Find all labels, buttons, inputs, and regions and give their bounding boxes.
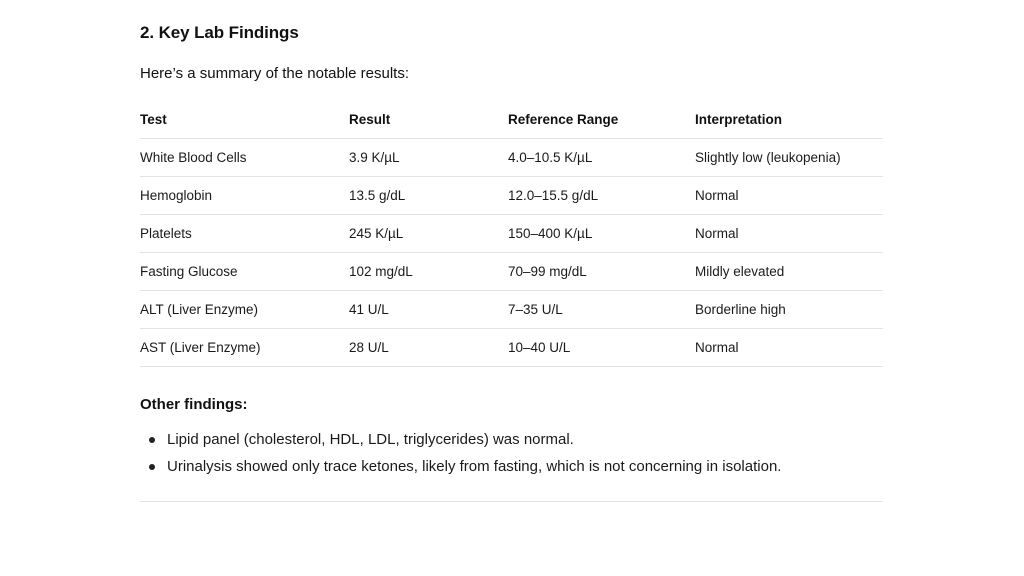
lab-results-table [140, 101, 883, 367]
intro-text: Here’s a summary of the notable results: [140, 65, 410, 82]
test-interpretation: Mildly elevated [695, 264, 785, 279]
other-findings-title: Other findings: [140, 396, 248, 413]
list-item-text: Lipid panel (cholesterol, HDL, LDL, triglycerides) was normal. [167, 431, 574, 448]
test-result: 3.9 K/µL [349, 150, 400, 165]
test-result: 13.5 g/dL [349, 188, 406, 203]
bullet-icon [149, 437, 155, 443]
table-row [140, 177, 883, 215]
test-interpretation: Normal [695, 340, 739, 355]
table-row [140, 253, 883, 291]
test-interpretation: Borderline high [695, 302, 786, 317]
header-reference-range: Reference Range [508, 112, 619, 127]
table-row [140, 215, 883, 253]
test-reference-range: 4.0–10.5 K/µL [508, 150, 593, 165]
test-reference-range: 12.0–15.5 g/dL [508, 188, 599, 203]
header-interpretation: Interpretation [695, 112, 783, 127]
header-test: Test [140, 112, 167, 127]
test-result: 41 U/L [349, 302, 389, 317]
test-reference-range: 10–40 U/L [508, 340, 571, 355]
test-name: AST (Liver Enzyme) [140, 340, 261, 355]
other-findings-list [140, 427, 781, 480]
bullet-icon [149, 464, 155, 470]
test-name: ALT (Liver Enzyme) [140, 302, 259, 317]
test-reference-range: 70–99 mg/dL [508, 264, 587, 279]
list-item-text: Urinalysis showed only trace ketones, likely from fasting, which is not concerning in isolation. [167, 457, 782, 475]
test-name: White Blood Cells [140, 150, 247, 165]
test-reference-range: 7–35 U/L [508, 302, 563, 317]
test-interpretation: Slightly low (leukopenia) [695, 150, 841, 165]
test-result: 245 K/µL [349, 226, 404, 241]
test-result: 102 mg/dL [349, 264, 413, 279]
list-item [140, 427, 781, 454]
table-row [140, 139, 883, 177]
list-item [140, 454, 781, 481]
section-divider [140, 501, 883, 502]
table-row [140, 291, 883, 329]
test-name: Fasting Glucose [140, 264, 238, 279]
test-interpretation: Normal [695, 226, 739, 241]
test-name: Hemoglobin [140, 188, 213, 203]
test-reference-range: 150–400 K/µL [508, 226, 593, 241]
table-row [140, 329, 883, 367]
test-interpretation: Normal [695, 188, 739, 203]
test-name: Platelets [140, 226, 192, 241]
test-result: 28 U/L [349, 340, 389, 355]
table-header-row [140, 101, 883, 139]
header-result: Result [349, 112, 391, 127]
section-heading: 2. Key Lab Findings [140, 23, 299, 42]
